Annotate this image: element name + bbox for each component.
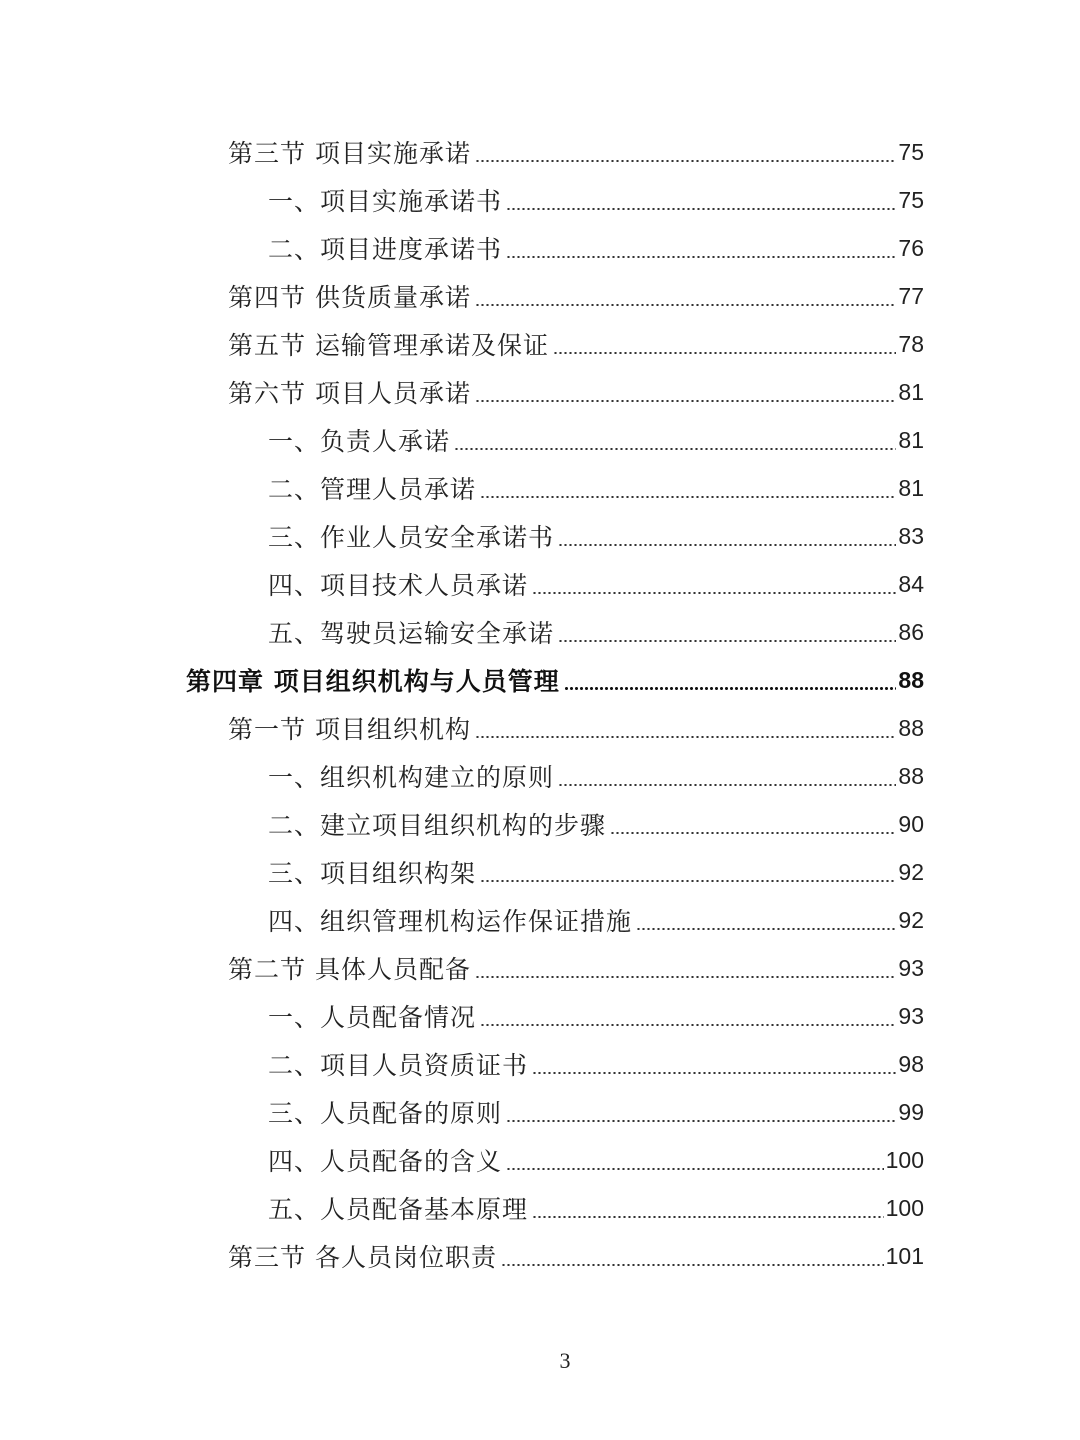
toc-dot-leader (532, 1216, 884, 1218)
toc-entry-page: 93 (898, 954, 924, 981)
toc-entry-title: 二、建立项目组织机构的步骤 (268, 811, 607, 840)
toc-entry-title: 三、人员配备的原则 (268, 1099, 503, 1128)
toc-dot-leader (454, 448, 896, 450)
toc-subsection-entry[interactable] (0, 1184, 1080, 1232)
toc-section-entry[interactable] (0, 128, 1080, 176)
toc-entry-page: 81 (898, 378, 924, 405)
toc-entry-page: 90 (898, 810, 924, 837)
toc-section-entry[interactable] (0, 368, 1080, 416)
toc-entry-title: 第四节 供货质量承诺 (228, 283, 471, 312)
toc-entry-title: 二、项目进度承诺书 (268, 235, 503, 264)
toc-dot-leader (475, 736, 896, 738)
toc-subsection-entry[interactable] (0, 176, 1080, 224)
toc-entry-title: 二、管理人员承诺 (268, 475, 477, 504)
toc-dot-leader (506, 1168, 884, 1170)
toc-dot-leader (475, 160, 896, 162)
toc-entry-page: 86 (898, 618, 924, 645)
table-of-contents (0, 128, 1080, 1280)
toc-section-entry[interactable] (0, 1232, 1080, 1280)
toc-entry-page: 101 (885, 1242, 924, 1269)
toc-entry-page: 98 (898, 1050, 924, 1077)
toc-subsection-entry[interactable] (0, 1088, 1080, 1136)
toc-entry-title: 一、组织机构建立的原则 (268, 763, 555, 792)
toc-dot-leader (480, 496, 896, 498)
toc-entry-title: 第五节 运输管理承诺及保证 (228, 331, 549, 360)
toc-entry-title: 四、项目技术人员承诺 (268, 571, 529, 600)
toc-entry-page: 88 (898, 714, 924, 741)
toc-entry-page: 75 (898, 186, 924, 213)
toc-entry-page: 76 (898, 234, 924, 261)
toc-section-entry[interactable] (0, 272, 1080, 320)
toc-dot-leader (564, 687, 897, 690)
toc-entry-title: 四、组织管理机构运作保证措施 (268, 907, 633, 936)
toc-entry-page: 77 (898, 282, 924, 309)
page-number: 3 (559, 1348, 571, 1373)
toc-subsection-entry[interactable] (0, 1040, 1080, 1088)
toc-section-entry[interactable] (0, 320, 1080, 368)
toc-entry-page: 75 (898, 138, 924, 165)
toc-entry-page: 99 (898, 1098, 924, 1125)
toc-dot-leader (532, 592, 896, 594)
toc-entry-page: 78 (898, 330, 924, 357)
toc-entry-title: 一、负责人承诺 (268, 427, 451, 456)
toc-subsection-entry[interactable] (0, 848, 1080, 896)
toc-entry-title: 三、项目组织构架 (268, 859, 477, 888)
toc-section-entry[interactable] (0, 704, 1080, 752)
toc-dot-leader (480, 1024, 896, 1026)
toc-dot-leader (480, 880, 896, 882)
toc-chapter-entry[interactable] (0, 656, 1080, 704)
toc-entry-page: 92 (898, 858, 924, 885)
toc-dot-leader (558, 544, 896, 546)
toc-entry-title: 第三节 各人员岗位职责 (228, 1243, 497, 1272)
toc-entry-page: 100 (885, 1146, 924, 1173)
toc-dot-leader (501, 1264, 884, 1266)
toc-subsection-entry[interactable] (0, 752, 1080, 800)
toc-entry-title: 三、作业人员安全承诺书 (268, 523, 555, 552)
toc-entry-title: 第二节 具体人员配备 (228, 955, 471, 984)
toc-dot-leader (506, 208, 896, 210)
toc-dot-leader (475, 304, 896, 306)
toc-dot-leader (475, 400, 896, 402)
toc-entry-page: 84 (898, 570, 924, 597)
toc-entry-page: 92 (898, 906, 924, 933)
toc-entry-title: 二、项目人员资质证书 (268, 1051, 529, 1080)
toc-entry-title: 一、人员配备情况 (268, 1003, 477, 1032)
toc-entry-page: 100 (885, 1194, 924, 1221)
toc-subsection-entry[interactable] (0, 608, 1080, 656)
toc-entry-title: 第四章 项目组织机构与人员管理 (186, 667, 560, 696)
toc-subsection-entry[interactable] (0, 1136, 1080, 1184)
toc-dot-leader (532, 1072, 896, 1074)
toc-dot-leader (558, 784, 896, 786)
toc-entry-page: 81 (898, 474, 924, 501)
toc-dot-leader (636, 928, 896, 930)
toc-entry-title: 五、驾驶员运输安全承诺 (268, 619, 555, 648)
toc-dot-leader (553, 352, 896, 354)
toc-dot-leader (610, 832, 896, 834)
toc-subsection-entry[interactable] (0, 416, 1080, 464)
toc-subsection-entry[interactable] (0, 512, 1080, 560)
toc-subsection-entry[interactable] (0, 464, 1080, 512)
toc-entry-title: 第一节 项目组织机构 (228, 715, 471, 744)
toc-entry-title: 一、项目实施承诺书 (268, 187, 503, 216)
toc-subsection-entry[interactable] (0, 560, 1080, 608)
toc-subsection-entry[interactable] (0, 800, 1080, 848)
toc-subsection-entry[interactable] (0, 224, 1080, 272)
toc-entry-title: 第六节 项目人员承诺 (228, 379, 471, 408)
toc-entry-title: 五、人员配备基本原理 (268, 1195, 529, 1224)
toc-section-entry[interactable] (0, 944, 1080, 992)
toc-entry-page: 88 (898, 666, 924, 693)
toc-entry-title: 四、人员配备的含义 (268, 1147, 503, 1176)
toc-dot-leader (506, 1120, 896, 1122)
toc-entry-page: 81 (898, 426, 924, 453)
toc-entry-title: 第三节 项目实施承诺 (228, 139, 471, 168)
toc-entry-page: 83 (898, 522, 924, 549)
toc-dot-leader (558, 640, 896, 642)
toc-subsection-entry[interactable] (0, 896, 1080, 944)
toc-entry-page: 93 (898, 1002, 924, 1029)
toc-entry-page: 88 (898, 762, 924, 789)
toc-dot-leader (506, 256, 896, 258)
toc-subsection-entry[interactable] (0, 992, 1080, 1040)
toc-dot-leader (475, 976, 896, 978)
